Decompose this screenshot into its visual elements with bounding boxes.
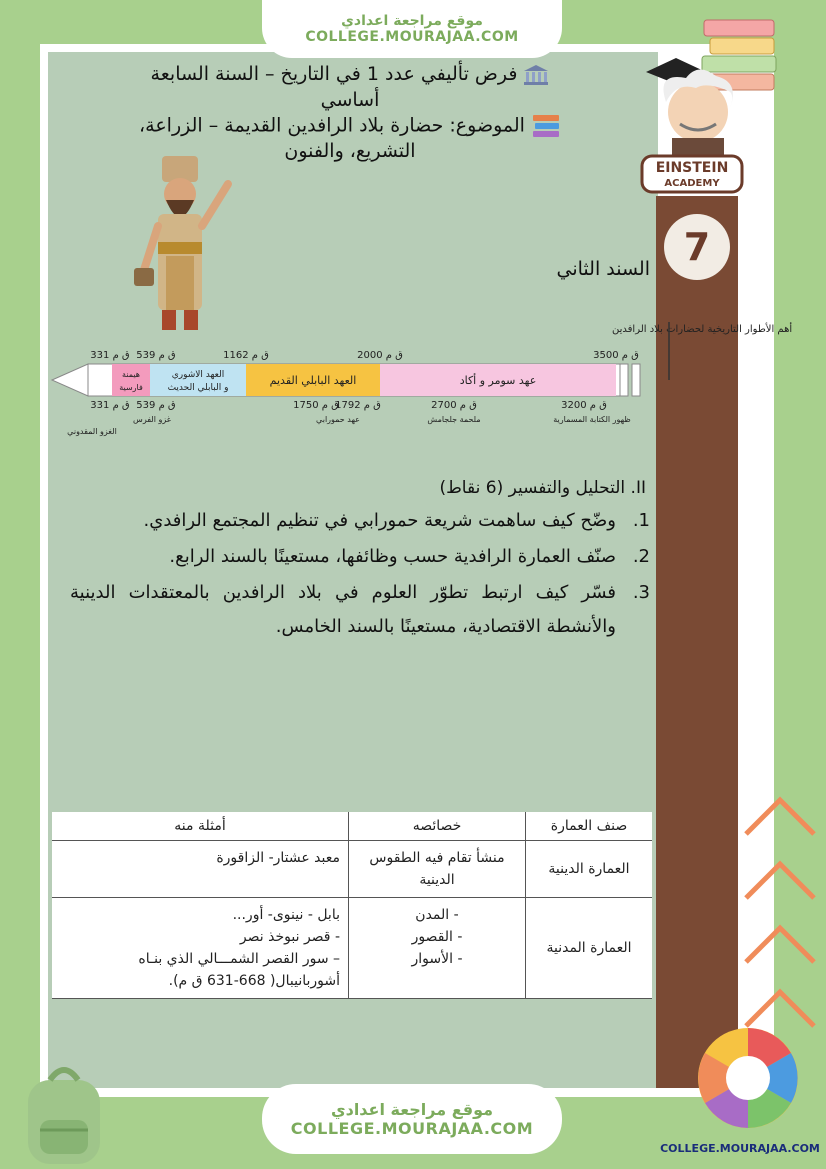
segment-label-assyrian-2: و البابلي الحديث	[167, 383, 229, 393]
question-3	[70, 576, 650, 644]
site-name-arabic: موقع مراجعة اعدادي	[330, 1100, 494, 1119]
segment-label-sumer: عهد سومر و أكاد	[459, 374, 537, 387]
site-banner-bottom[interactable]	[262, 1084, 562, 1154]
top-date-2: 2000 ق م	[357, 350, 403, 361]
cell-features	[349, 898, 526, 999]
site-logo-text: COLLEGE.MOURAJAA.COM	[660, 1142, 820, 1155]
site-url[interactable]: COLLEGE.MOURAJAA.COM	[290, 1119, 534, 1138]
cell-type: العمارة الدينية	[526, 841, 653, 898]
feature-line: - المدن	[415, 907, 459, 923]
note-gilgamesh: ملحمة جلجامش	[427, 415, 481, 424]
analysis-heading: II. التحليل والتفسير (6 نقاط)	[439, 478, 646, 498]
note-hammurabi: عهد حمورابي	[316, 415, 360, 424]
backpack-icon	[14, 1060, 114, 1166]
einstein-academy-icon	[636, 52, 748, 200]
subject-line	[80, 113, 620, 139]
page-number-badge: 7	[664, 214, 730, 280]
bottom-date-4: 1750 ق م	[293, 400, 339, 411]
column-header-features: خصائصه	[349, 812, 526, 841]
timeline-figure	[52, 318, 793, 438]
bottom-date-2: 2700 ق م	[431, 400, 477, 411]
column-header-type: صنف العمارة	[526, 812, 653, 841]
example-line: أشوربانيبال( 668-631 ق م).	[168, 973, 340, 989]
example-line: – سور القصر الشمـــالي الذي بنـاه	[138, 951, 340, 967]
bottom-date-5: 539 ق م	[136, 400, 176, 411]
architecture-table	[52, 812, 652, 999]
segment-label-assyrian-1: العهد الاشوري	[171, 370, 225, 380]
top-date-4: 539 ق م	[136, 350, 176, 361]
site-name-arabic: موقع مراجعة اعدادي	[341, 13, 483, 29]
header-title-block	[80, 62, 620, 165]
table-row	[52, 841, 652, 898]
academy-name-line1: EINSTEIN	[655, 160, 729, 176]
bottom-date-3: 1792 ق م	[335, 400, 381, 411]
exam-title-line2: أساسي	[320, 88, 380, 111]
segment-label-persian-2: فارسية	[119, 383, 143, 392]
exam-title	[80, 62, 620, 88]
document-label: السند الثاني	[556, 258, 650, 280]
feature-line: - الأسوار	[411, 951, 463, 967]
assyrian-figure-icon	[128, 156, 238, 336]
note-writing: ظهور الكتابة المسمارية	[553, 415, 631, 424]
exam-title-line1: فرض تأليفي عدد 1 في التاريخ – السنة السابعة	[150, 63, 518, 85]
cell-examples	[52, 841, 349, 898]
subjects-wheel-icon	[694, 1024, 802, 1132]
site-banner-top[interactable]	[262, 0, 562, 58]
question-text: وضّح كيف ساهمت شريعة حمورابي في تنظيم المجتمع الرافدي.	[143, 510, 616, 531]
feature-line: منشأ تقام فيه الطقوس	[369, 850, 505, 866]
academy-name-line2: ACADEMY	[664, 178, 720, 189]
note-persian-invasion: غزو الفرس	[133, 415, 171, 424]
museum-icon	[523, 64, 549, 86]
timeline-caption: أهم الأطوار التاريخية لحضارات بلاد الرافدين	[612, 324, 793, 335]
top-date-3: 1162 ق م	[223, 350, 269, 361]
top-date-1: 3500 ق م	[593, 350, 639, 361]
feature-line: - القصور	[411, 929, 463, 945]
question-2	[70, 540, 650, 574]
question-number: 1.	[632, 510, 650, 531]
subject-line1: الموضوع: حضارة بلاد الرافدين القديمة – الزراعة،	[139, 114, 525, 137]
example-line: معبد عشتار- الزاقورة	[216, 850, 340, 866]
example-line: - قصر نبوخذ نصر	[239, 929, 340, 945]
subject-line2: التشريع، والفنون	[284, 140, 416, 163]
cell-type: العمارة المدنية	[526, 898, 653, 999]
example-line: بابل - نينوى- أور...	[232, 907, 340, 923]
site-url[interactable]: COLLEGE.MOURAJAA.COM	[305, 29, 519, 45]
question-text: فسّر كيف ارتبط تطوّر العلوم في بلاد الرافدين بالمعتقدات الدينية والأنشطة الاقتصادية، مستعينًا بالسند الخامس.	[70, 582, 616, 637]
analysis-section	[70, 478, 650, 646]
question-number: 3.	[632, 582, 650, 603]
note-macedonian-invasion: الغزو المقدوني	[67, 427, 117, 436]
question-number: 2.	[632, 546, 650, 567]
bottom-date-6: 331 ق م	[90, 400, 130, 411]
feature-line: الدينية	[419, 872, 455, 888]
chevron-decoration-icon	[740, 790, 820, 1050]
column-header-examples: أمثلة منه	[52, 812, 349, 841]
segment-label-persian-1: هيمنة	[122, 370, 140, 379]
question-text: صنّف العمارة الرافدية حسب وظائفها، مستعينًا بالسند الرابع.	[169, 546, 616, 567]
cell-features	[349, 841, 526, 898]
bottom-date-1: 3200 ق م	[561, 400, 607, 411]
segment-label-old-babylon: العهد البابلي القديم	[269, 374, 357, 387]
question-1	[70, 504, 650, 538]
left-frame	[0, 0, 40, 1169]
cell-examples	[52, 898, 349, 999]
table-header-row	[52, 812, 652, 841]
books-stack-icon	[531, 113, 561, 139]
table-row	[52, 898, 652, 999]
top-date-5: 331 ق م	[90, 350, 130, 361]
